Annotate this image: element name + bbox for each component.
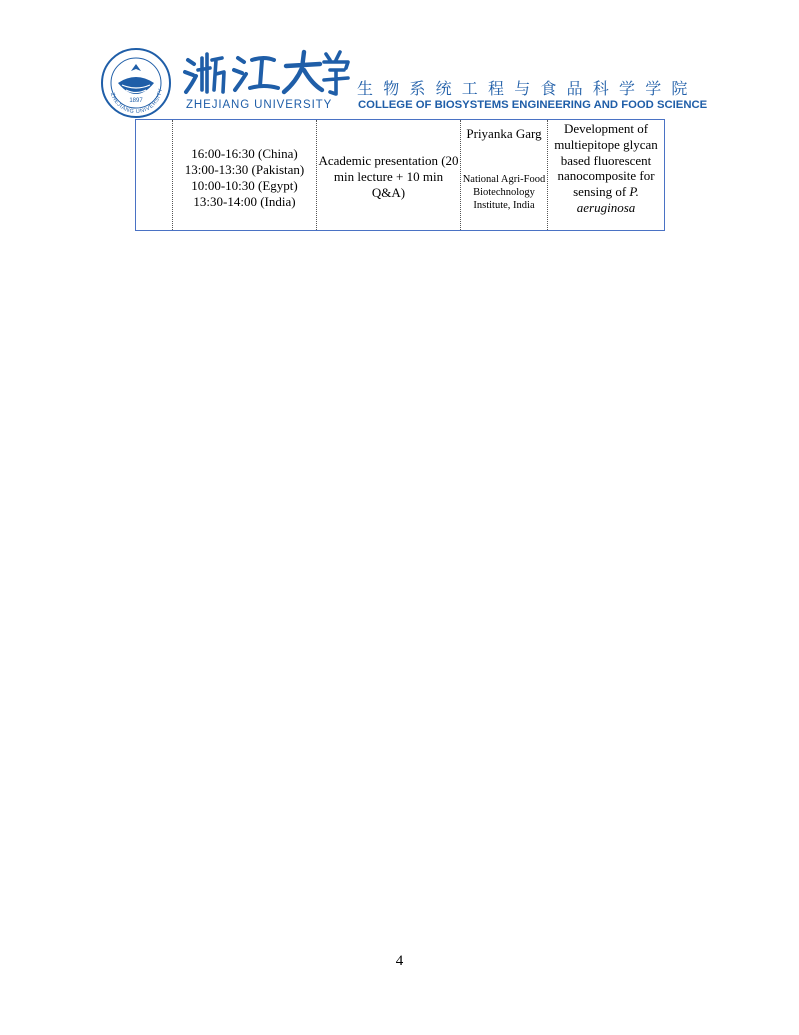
topic-text: Development of multiepitope glycan based fluorescent nanocomposite for sensing of bbox=[554, 121, 658, 200]
time-slot: 13:00-13:30 (Pakistan) bbox=[184, 162, 305, 177]
time-slot: 10:00-10:30 (Egypt) bbox=[191, 178, 298, 193]
university-name-en: ZHEJIANG UNIVERSITY bbox=[186, 99, 333, 111]
empty-cell bbox=[136, 120, 173, 230]
speaker-affiliation: National Agri-Food Biotechnology Institute, India bbox=[462, 174, 546, 211]
seal-text: ZHEJIANG UNIVERSITY bbox=[108, 87, 165, 116]
letterhead bbox=[0, 0, 799, 120]
speaker-cell bbox=[461, 120, 548, 230]
university-calligraphy-logo bbox=[180, 46, 350, 98]
topic-title bbox=[548, 121, 664, 216]
topic-cell bbox=[548, 120, 664, 230]
college-name-en: COLLEGE OF BIOSYSTEMS ENGINEERING AND FOOD SCIENCE bbox=[358, 99, 708, 111]
speaker-name: Priyanka Garg bbox=[466, 126, 542, 141]
time-cell bbox=[173, 120, 317, 230]
time-slot: 13:30-14:00 (India) bbox=[193, 194, 296, 209]
time-slot: 16:00-16:30 (China) bbox=[191, 146, 298, 161]
topic-organism: P. aeruginosa bbox=[576, 184, 639, 215]
activity-cell bbox=[317, 120, 461, 230]
schedule-table-row bbox=[135, 119, 665, 231]
college-name-cn: 生物系统工程与食品科学学院 bbox=[357, 79, 698, 98]
activity-type: Academic presentation (20 min lecture + 10 min Q&A) bbox=[318, 153, 459, 200]
time-slot-list bbox=[173, 146, 316, 210]
seal-year: 1897 bbox=[129, 98, 143, 104]
university-seal-icon bbox=[100, 47, 172, 119]
page-number: 4 bbox=[395, 953, 404, 969]
